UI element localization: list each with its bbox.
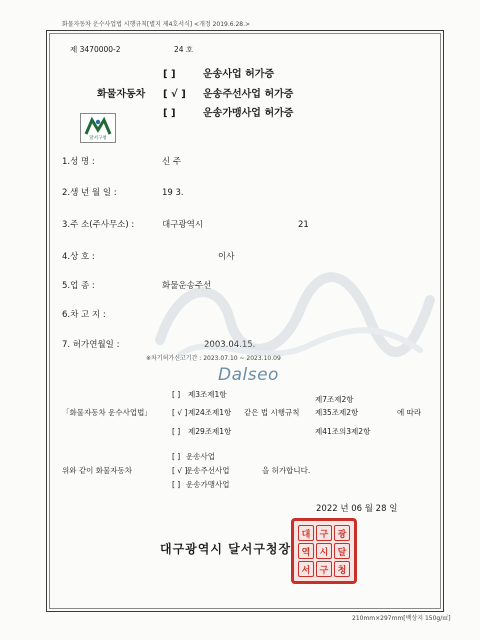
document-number-suffix: 24 호 (174, 45, 194, 54)
name-label: 1.성 명 : (62, 157, 95, 167)
emblem-icon (84, 116, 112, 136)
seal-char: 구 (316, 561, 332, 577)
same-law-rule: 같은 법 시행규칙 (244, 408, 300, 417)
seal-char: 시 (316, 543, 332, 559)
seal-char: 달 (334, 543, 350, 559)
company-name-value: 이사 (218, 252, 235, 262)
permit-date-label: 7. 허가연월일 : (62, 340, 120, 350)
issue-date: 2022 년 06 월 28 일 (316, 504, 398, 514)
license-option-mark: [ ] (163, 69, 176, 80)
law-row-mark: [ ] (172, 427, 181, 436)
license-option-label: 운송사업 허가증 (203, 69, 275, 80)
license-option-label: 운송주선사업 허가증 (203, 89, 294, 100)
form-reference: 화물자동차 운수사업법 시행규칙[별지 제4호서식] <개정 2019.6.28.> (62, 21, 251, 28)
law-row-rule: 제7조제2항 (315, 395, 354, 404)
dalseo-watermark-icon (140, 260, 440, 380)
license-option-mark: [ ] (163, 108, 176, 119)
grant-intro: 위와 같이 화물자동차 (62, 466, 132, 475)
garage-label: 6.차 고 지 : (62, 310, 106, 320)
grant-option-label: 운송주선사업 (186, 466, 230, 475)
paper-spec: 210mm×297mm[백상지 150g/㎡] (352, 615, 451, 622)
law-row-mark: [ √ ] (172, 408, 188, 417)
birthdate-label: 2.생 년 월 일 : (62, 188, 117, 198)
business-type-label: 5.업 종 : (62, 281, 95, 291)
next-report-period: ※차기허가신고기간 : 2023.07.10 ~ 2023.10.09 (146, 355, 281, 362)
license-option-mark: [ √ ] (163, 89, 186, 100)
law-intro: 「화물자동차 운수사업법」 (62, 408, 152, 417)
law-row-rule: 제41조의3제2항 (315, 427, 371, 436)
seal-char: 광 (334, 525, 350, 541)
grant-option-mark: [ ] (172, 480, 181, 489)
law-row-rule: 제35조제2항 (315, 408, 359, 417)
in-accordance: 에 따라 (397, 408, 422, 417)
law-row-clause: 제24조제1항 (188, 408, 232, 417)
license-option-label: 운송가맹사업 허가증 (203, 108, 294, 119)
grant-option-label: 운송사업 (186, 452, 215, 461)
logo-caption: 달서구청 (89, 136, 107, 141)
seal-char: 역 (298, 543, 314, 559)
law-row-mark: [ ] (172, 390, 181, 399)
seal-char: 구 (316, 525, 332, 541)
dalseo-wordmark: Dalseo (218, 365, 279, 385)
law-row-clause: 제3조제1항 (188, 390, 227, 399)
name-value: 신 주 (162, 157, 182, 167)
grant-option-mark: [ ] (172, 452, 181, 461)
grant-outro: 을 허가합니다. (262, 466, 311, 475)
address-label: 3.주 소(주사무소) : (62, 220, 135, 230)
birthdate-value: 19 3. (162, 188, 184, 198)
issuer-name: 대구광역시 달서구청장 (160, 542, 292, 556)
license-category: 화물자동차 (97, 89, 146, 100)
document-number: 제 3470000-2 (70, 45, 121, 54)
grant-option-mark: [ √ ] (172, 466, 188, 475)
seal-char: 대 (298, 525, 314, 541)
business-type-value: 화물운송주선 (162, 281, 212, 291)
seal-char: 서 (298, 561, 314, 577)
address-value: 대구광역시 (162, 220, 204, 230)
official-seal (291, 518, 357, 584)
company-name-label: 4.상 호 : (62, 252, 95, 262)
seal-char: 청 (334, 561, 350, 577)
dalseo-logo (80, 113, 116, 143)
permit-date-value: 2003.04.15. (204, 340, 256, 350)
law-row-clause: 제29조제1항 (188, 427, 232, 436)
grant-option-label: 운송가맹사업 (186, 480, 230, 489)
address-value-number: 21 (298, 220, 309, 230)
